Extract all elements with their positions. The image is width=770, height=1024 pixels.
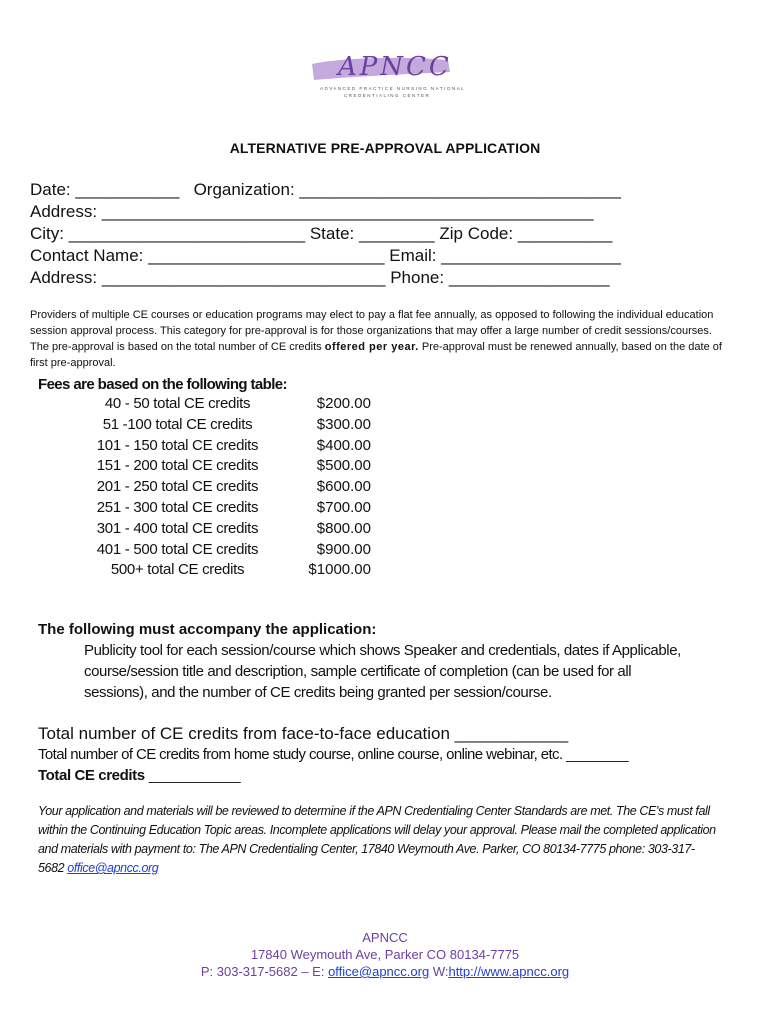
fee-row [0,520,770,541]
form-row-contact-email [30,246,621,266]
city-field[interactable]: _________________________ [68,224,306,243]
form-row-date-org [30,180,621,200]
intro-bold-text: offered per year. [324,341,419,353]
footer-email-link[interactable]: office@apncc.org [328,964,430,979]
requirements-body: Publicity tool for each session/course which shows Speaker and credentials, dates if Applicable, course/session title and description, sample certificate of completion (can be used for all sessions), and the number of CE credits being granted per session/course. [84,642,681,701]
footer [0,929,770,980]
intro-text-2: Pre-approval must be renewed annually, based on the date of first pre-approval. [30,341,722,369]
face-to-face-field[interactable]: ____________ [454,724,569,743]
contact-name-label: Contact Name: [30,246,144,265]
fee-range: 40 - 50 total CE credits [104,395,251,412]
fee-amount: $600.00 [316,478,371,496]
apncc-logo [300,50,466,102]
page-title: ALTERNATIVE PRE-APPROVAL APPLICATION [229,140,541,156]
intro-paragraph [30,307,730,371]
fee-row [0,499,770,520]
fee-row [0,561,770,582]
fee-row [0,395,770,416]
total-home-study-row [38,746,628,763]
face-to-face-label: Total number of CE credits from face-to-face education [38,724,450,743]
form-row-address [30,202,593,222]
home-study-label: Total number of CE credits from home study course, online course, online webinar, etc. [38,746,563,763]
fee-amount: $300.00 [316,415,371,433]
fee-amount: $700.00 [316,499,371,516]
home-study-field[interactable]: ________ [566,746,629,763]
state-label: State: [309,224,355,243]
date-label: Date: [30,180,71,199]
fee-amount: $200.00 [316,395,371,412]
address-field[interactable]: ____________________________________________________ [101,202,594,221]
fee-amount: $800.00 [316,519,371,537]
state-field[interactable]: ________ [359,224,435,243]
review-paragraph [38,802,718,878]
fee-range: 251 - 300 total CE credits [96,499,259,516]
fee-amount: $900.00 [316,540,371,558]
fee-range: 101 - 150 total CE credits [96,436,259,454]
fee-row [0,416,770,437]
address2-label: Address: [30,268,98,287]
fee-row [0,457,770,478]
fees-heading: Fees are based on the following table: [38,376,287,393]
total-ce-credits-row [38,767,241,784]
fee-amount: $400.00 [316,436,371,454]
logo-subtext-line1: ADVANCED PRACTICE NURSING NATIONAL [320,86,466,91]
organization-field[interactable]: __________________________________ [299,180,621,199]
zip-label: Zip Code: [439,224,514,243]
zip-field[interactable]: __________ [517,224,613,243]
review-email-link[interactable]: office@apncc.org [67,861,159,875]
fee-amount: $1000.00 [308,561,371,579]
fee-range: 500+ total CE credits [110,561,245,579]
date-field[interactable]: ___________ [75,180,180,199]
requirements-heading: The following must accompany the application: [38,621,377,638]
email-label: Email: [389,246,437,265]
total-ce-credits-label: Total CE credits [38,767,145,784]
logo-text: APNCC [338,52,452,82]
fee-range: 51 -100 total CE credits [102,415,253,433]
contact-name-field[interactable]: _________________________ [148,246,385,265]
fee-range: 151 - 200 total CE credits [96,457,259,475]
phone-label: Phone: [390,268,445,287]
footer-website-link[interactable]: http://www.apncc.org [448,964,570,979]
total-face-to-face-row [38,724,568,744]
fee-range: 201 - 250 total CE credits [96,478,259,496]
footer-contact [0,963,770,980]
intro-text: Providers of multiple CE courses or education programs may elect to pay a flat fee annually, as opposed to following the individual education session approval process. This category for pre-approval is for those organizations that may offer a large number of credit sessions/courses. The pre-approval is based on the total number of CE credits [30,309,714,353]
fee-range: 401 - 500 total CE credits [96,540,259,558]
footer-org: APNCC [362,930,408,945]
email-field[interactable]: ___________________ [441,246,621,265]
fee-row [0,541,770,562]
form-row-address2-phone [30,268,610,288]
fee-row [0,437,770,458]
address2-field[interactable]: ______________________________ [101,268,386,287]
footer-address: 17840 Weymouth Ave, Parker CO 80134-7775 [250,947,520,962]
fee-range: 301 - 400 total CE credits [96,519,259,537]
review-text: Your application and materials will be reviewed to determine if the APN Credentialing Center Standards are met. The CE's must fall within the Continuing Education Topic areas. Incomplete applications will delay your approval. Please mail the completed application and materials with payment to: The APN Credentialing Center, 17840 Weymouth Ave. Parker, CO 80134-7775 phone: 303-317-5682 [38,804,716,875]
organization-label: Organization: [193,180,295,199]
total-ce-credits-field[interactable]: ___________ [148,767,241,784]
fee-amount: $500.00 [316,457,371,475]
fee-row [0,478,770,499]
city-label: City: [30,224,64,243]
footer-web-prefix: W: [432,964,449,979]
form-row-city-state-zip [30,224,612,244]
footer-phone: P: 303-317-5682 – E: [200,964,329,979]
logo-subtext-line2: CREDENTIALING CENTER [344,93,431,98]
phone-field[interactable]: _________________ [448,268,610,287]
address-label: Address: [30,202,98,221]
